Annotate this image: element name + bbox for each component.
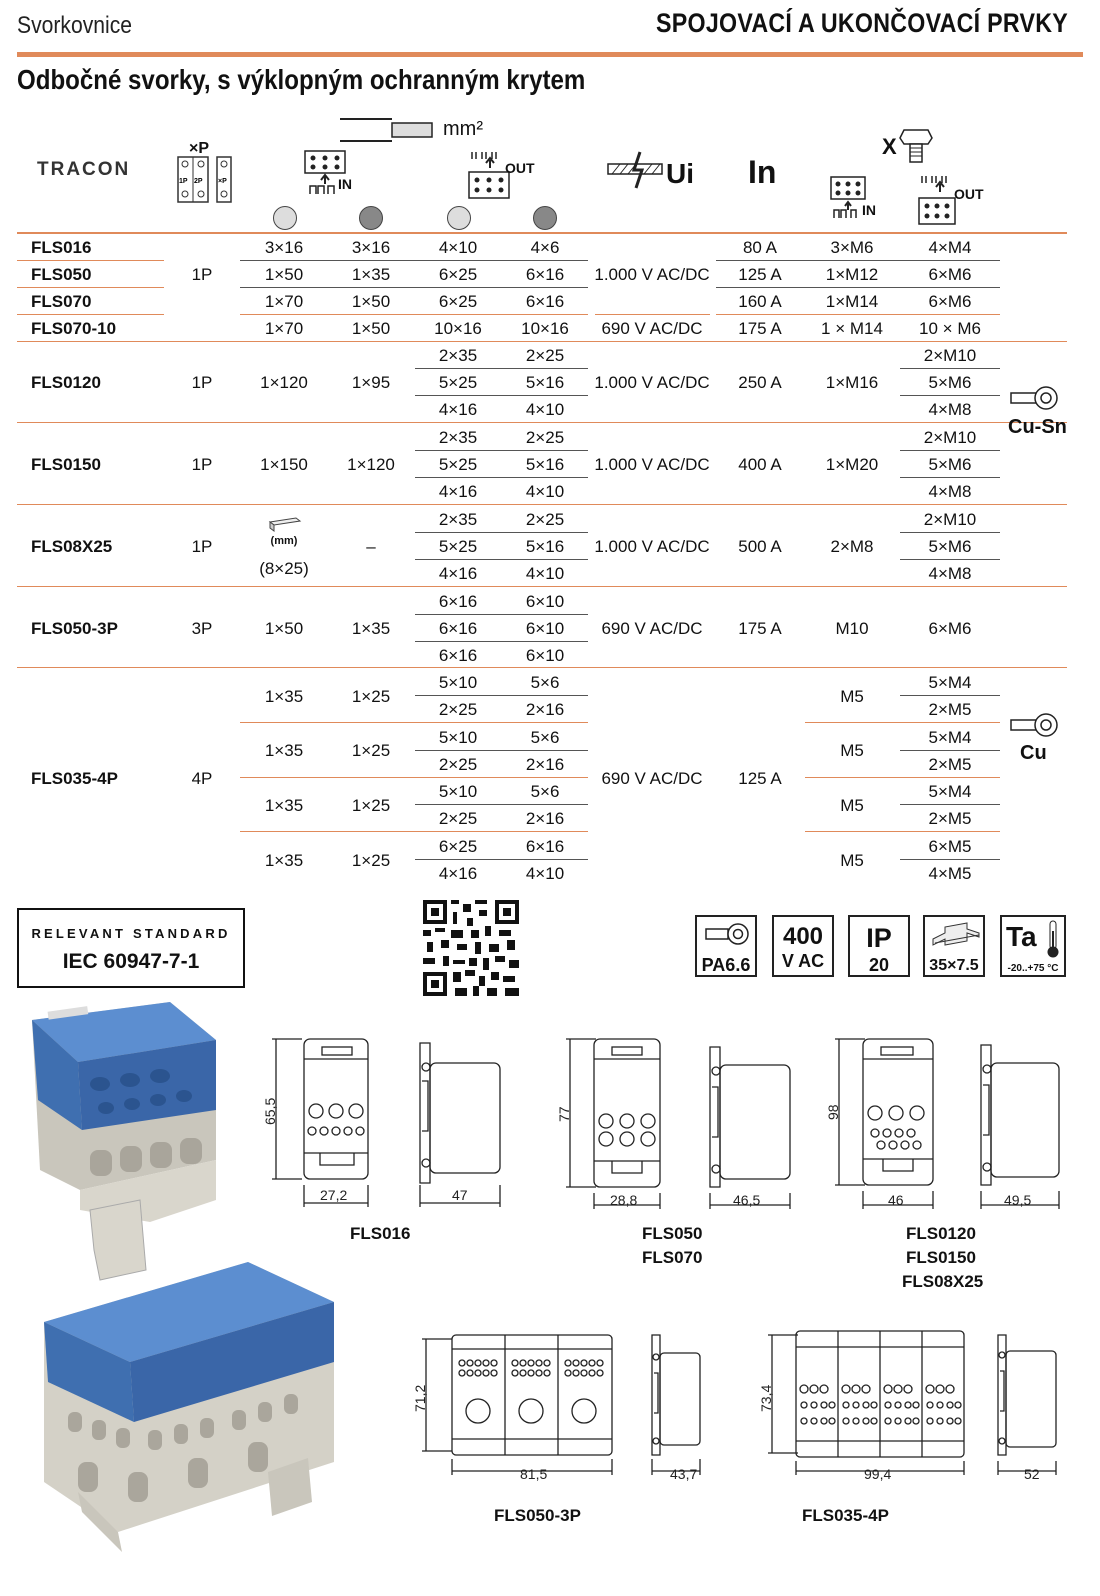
- ip-value: 20: [868, 955, 890, 975]
- inner-rule: [415, 614, 588, 615]
- cell: 250 A: [738, 373, 782, 392]
- dim-width: 81,5: [520, 1466, 548, 1482]
- inner-rule: [17, 260, 164, 261]
- dim-depth: 52: [1024, 1466, 1040, 1482]
- cell: 1×25: [351, 796, 391, 815]
- inner-rule: [900, 859, 1000, 860]
- cell: 5×6: [530, 673, 560, 692]
- cell: 5×25: [438, 537, 478, 556]
- cell: 500 A: [738, 537, 782, 556]
- row-separator: [17, 586, 1067, 587]
- cell: 6×16: [438, 592, 478, 611]
- cell: 1×120: [260, 373, 308, 392]
- cell: 5×M4: [928, 782, 972, 801]
- inner-rule: [805, 722, 1000, 723]
- inner-rule: [595, 314, 710, 315]
- pole-2p-label: 2P: [194, 178, 203, 185]
- cell: 2×16: [525, 755, 565, 774]
- ip-badge: [848, 915, 910, 977]
- cell: 3×16: [351, 238, 391, 257]
- inner-rule: [415, 450, 588, 451]
- wire-unit-label: mm²: [443, 118, 483, 140]
- cell: 6×25: [438, 265, 478, 284]
- cell: 2×M5: [928, 809, 972, 828]
- screw-in-label: IN: [862, 202, 876, 218]
- cell: 4×16: [438, 864, 478, 883]
- inner-rule: [716, 314, 1000, 315]
- screw-icon: [900, 128, 936, 164]
- cell: 2×25: [438, 755, 478, 774]
- cell: 10×16: [521, 319, 569, 338]
- cell: 1.000 V AC/DC: [594, 373, 710, 392]
- ui-label: Ui: [666, 158, 694, 189]
- cell: 6×16: [438, 619, 478, 638]
- cell: 2×16: [525, 809, 565, 828]
- standard-label: RELEVANT STANDARD: [31, 926, 231, 941]
- model-fls016: FLS016: [31, 238, 92, 257]
- cell: 2×25: [438, 700, 478, 719]
- inner-rule: [240, 831, 588, 832]
- cell: 5×25: [438, 373, 478, 392]
- cell: 6×10: [525, 619, 565, 638]
- cell: 1×25: [351, 741, 391, 760]
- cell: 1×M12: [825, 265, 879, 284]
- cell: 1×50: [351, 292, 391, 311]
- in-label: IN: [338, 176, 352, 192]
- dim-height: 73,4: [758, 1384, 774, 1412]
- caption-fls050: FLS050: [642, 1224, 703, 1243]
- dim-depth: 43,7: [670, 1466, 698, 1482]
- cell: 4×6: [530, 238, 560, 257]
- inner-rule: [415, 804, 588, 805]
- standard-box: [17, 908, 245, 988]
- cell: 6×M6: [928, 265, 972, 284]
- drawing-fls0120: [825, 1035, 1075, 1217]
- cell: M5: [840, 796, 864, 815]
- cell: 10×16: [434, 319, 482, 338]
- cell: 1×95: [351, 373, 391, 392]
- cell: 175 A: [738, 619, 782, 638]
- cusn-label: Cu-Sn: [1008, 416, 1067, 438]
- cell: 6×10: [525, 592, 565, 611]
- cell: 175 A: [738, 319, 782, 338]
- cell: 5×25: [438, 455, 478, 474]
- pole-xp-label: ×P: [218, 178, 227, 185]
- drawing-fls016: [262, 1035, 512, 1217]
- model-fls035-4p: FLS035-4P: [31, 769, 118, 788]
- cell: 4×M5: [928, 864, 972, 883]
- cell: 1×70: [264, 292, 304, 311]
- cell: 1.000 V AC/DC: [594, 537, 710, 556]
- cell: 5×M4: [928, 673, 972, 692]
- inner-rule: [415, 477, 588, 478]
- poles-icon: [177, 156, 233, 204]
- din-rail-icon: [931, 923, 981, 951]
- lug-icon: [705, 923, 751, 945]
- page-title: Odbočné svorky, s výklopným ochranným krytem: [17, 64, 586, 95]
- cell: 6×10: [525, 646, 565, 665]
- busbar-icon: [268, 518, 302, 532]
- cell: 1×35: [264, 796, 304, 815]
- material-badge: [695, 915, 757, 977]
- row-separator: [17, 667, 1067, 668]
- dim-width: 99,4: [864, 1466, 892, 1482]
- rail-label: 35×7.5: [929, 957, 979, 974]
- cell: M10: [835, 619, 869, 638]
- material-label: PA6.6: [701, 955, 751, 975]
- drawing-fls035-4p: [758, 1325, 1078, 1485]
- cell: 4×M4: [928, 238, 972, 257]
- cell: 5×10: [438, 782, 478, 801]
- screw-in-terminal-icon: [826, 174, 886, 220]
- cell: 1×M14: [825, 292, 879, 311]
- cell: 4×10: [525, 400, 565, 419]
- model-fls050: FLS050: [31, 265, 92, 284]
- screw-x-label: X: [882, 134, 897, 159]
- cell: 1×150: [260, 455, 308, 474]
- cell: 1.000 V AC/DC: [594, 265, 710, 284]
- cell: 5×10: [438, 728, 478, 747]
- caption-fls0120: FLS0120: [906, 1224, 976, 1243]
- cell: 2×M10: [923, 510, 977, 529]
- voltage-badge: [772, 915, 834, 977]
- cell: 6×25: [438, 292, 478, 311]
- temperature-range: -20..+75 °C: [1007, 963, 1059, 974]
- cell: 4×10: [438, 238, 478, 257]
- inner-rule: [415, 695, 588, 696]
- cell: 4P: [191, 769, 213, 788]
- voltage-unit: V AC: [781, 951, 825, 971]
- cell: 4×10: [525, 564, 565, 583]
- inner-rule: [415, 532, 588, 533]
- cell: 2×M5: [928, 755, 972, 774]
- screw-out-label: OUT: [954, 186, 984, 202]
- cell: 125 A: [738, 265, 782, 284]
- dim-height: 71,2: [412, 1384, 428, 1412]
- cell: 690 V AC/DC: [601, 619, 703, 638]
- model-fls070: FLS070: [31, 292, 92, 311]
- row-separator: [17, 341, 1067, 342]
- cell: 1×35: [264, 851, 304, 870]
- cell: 1×M20: [825, 455, 879, 474]
- cell: 2×M10: [923, 346, 977, 365]
- cell: 1×50: [264, 619, 304, 638]
- inner-rule: [900, 477, 1000, 478]
- wire-stranded-icon: [359, 206, 383, 230]
- drawing-fls050-3p: [412, 1325, 712, 1485]
- header-rule: [17, 52, 1083, 57]
- cell: 5×M4: [928, 728, 972, 747]
- cell: 1P: [191, 455, 213, 474]
- dim-height: 65,5: [262, 1097, 278, 1125]
- cell: 6×16: [525, 837, 565, 856]
- inner-rule: [900, 368, 1000, 369]
- busbar-unit: (mm): [270, 535, 298, 547]
- cell: 1×70: [264, 319, 304, 338]
- cell: 5×M6: [928, 455, 972, 474]
- cell: 6×16: [525, 265, 565, 284]
- cell: 1×120: [347, 455, 395, 474]
- model-fls0120: FLS0120: [31, 373, 101, 392]
- wire-solid-icon: [273, 206, 297, 230]
- row-separator: [17, 504, 1067, 505]
- cable-icon: [340, 117, 440, 145]
- cell: 4×16: [438, 564, 478, 583]
- cell: 2×35: [438, 346, 478, 365]
- caption-fls070: FLS070: [642, 1248, 703, 1267]
- cell: 4×10: [525, 482, 565, 501]
- cell: 2×25: [525, 510, 565, 529]
- cell: 6×16: [525, 292, 565, 311]
- cell: 160 A: [738, 292, 782, 311]
- copper-lug-icon: [1010, 713, 1062, 737]
- inner-rule: [415, 368, 588, 369]
- cell: 690 V AC/DC: [601, 769, 703, 788]
- dim-height: 77: [556, 1106, 572, 1122]
- inner-rule: [415, 859, 588, 860]
- model-fls08x25: FLS08X25: [31, 537, 113, 556]
- cell: 5×16: [525, 455, 565, 474]
- section-label: Svorkovnice: [17, 12, 133, 39]
- tinned-lug-icon: [1010, 386, 1062, 410]
- inner-rule: [900, 750, 1000, 751]
- pole-1p-label: 1P: [179, 178, 188, 185]
- out-label: OUT: [505, 160, 535, 176]
- cell: 125 A: [738, 769, 782, 788]
- cell: 4×M8: [928, 482, 972, 501]
- wire-stranded-icon: [533, 206, 557, 230]
- caption-fls050-3p: FLS050-3P: [494, 1506, 581, 1525]
- cell: 4×16: [438, 400, 478, 419]
- standard-value: IEC 60947-7-1: [62, 950, 200, 973]
- cell: 2×25: [525, 428, 565, 447]
- cell: 4×M8: [928, 564, 972, 583]
- cell: 6×25: [438, 837, 478, 856]
- cell: 1×35: [264, 741, 304, 760]
- cell: 80 A: [742, 238, 778, 257]
- dim-depth: 46,5: [733, 1192, 761, 1208]
- cell: 2×35: [438, 428, 478, 447]
- cell: 2×M5: [928, 700, 972, 719]
- table-top-rule: [17, 232, 1067, 234]
- cell: 1 × M14: [821, 319, 883, 338]
- cell: 1×35: [264, 687, 304, 706]
- cell: 5×6: [530, 728, 560, 747]
- cell: 2×25: [438, 809, 478, 828]
- inner-rule: [900, 395, 1000, 396]
- cell: 690 V AC/DC: [601, 319, 703, 338]
- dim-width: 28,8: [610, 1192, 638, 1208]
- ip-label: IP: [866, 923, 892, 953]
- cell: 1×35: [351, 265, 391, 284]
- cell: 3×16: [264, 238, 304, 257]
- cell: 1×50: [264, 265, 304, 284]
- inner-rule: [415, 641, 588, 642]
- cell: 1×25: [351, 851, 391, 870]
- page-category: SPOJOVACÍ A UKONČOVACÍ PRVKY: [656, 8, 1068, 38]
- cell: 3P: [191, 619, 213, 638]
- cell: 3×M6: [830, 238, 874, 257]
- product-photo-four-pole: [38, 1262, 338, 1552]
- inner-rule: [900, 532, 1000, 533]
- inner-rule: [716, 260, 1000, 261]
- inner-rule: [240, 287, 588, 288]
- cell: 5×6: [530, 782, 560, 801]
- cell: 6×M5: [928, 837, 972, 856]
- poles-label: ×P: [189, 140, 210, 157]
- caption-fls016: FLS016: [350, 1224, 411, 1243]
- dim-depth: 47: [452, 1187, 468, 1203]
- dim-height: 98: [825, 1104, 841, 1120]
- cell: 2×16: [525, 700, 565, 719]
- temperature-label: Ta: [1006, 921, 1037, 952]
- cell: M5: [840, 687, 864, 706]
- cell: 6×M6: [928, 619, 972, 638]
- cell: 1×M16: [825, 373, 879, 392]
- cell: 1×25: [351, 687, 391, 706]
- wire-solid-icon: [447, 206, 471, 230]
- model-fls050-3p: FLS050-3P: [31, 619, 118, 638]
- insulation-voltage-icon: [606, 150, 670, 190]
- inner-rule: [240, 722, 588, 723]
- drawing-fls050: [556, 1035, 806, 1217]
- cell: 5×16: [525, 373, 565, 392]
- brand-logo: TRACON: [37, 159, 131, 180]
- inner-rule: [900, 804, 1000, 805]
- inner-rule: [240, 777, 588, 778]
- cell: 1.000 V AC/DC: [594, 455, 710, 474]
- cell: 4×10: [525, 864, 565, 883]
- din-rail-badge: [923, 915, 985, 977]
- inner-rule: [415, 559, 588, 560]
- rated-current-label: In: [748, 154, 777, 190]
- thermometer-icon: [1046, 921, 1060, 959]
- model-fls070-10: FLS070-10: [31, 319, 117, 338]
- model-fls0150: FLS0150: [31, 455, 101, 474]
- row-separator: [17, 422, 1067, 423]
- temperature-badge: [1000, 915, 1066, 977]
- inner-rule: [17, 287, 164, 288]
- cell: 1P: [191, 265, 213, 284]
- cell: 2×35: [438, 510, 478, 529]
- cell: 1P: [191, 373, 213, 392]
- caption-fls08x25: FLS08X25: [902, 1272, 984, 1291]
- inner-rule: [805, 777, 1000, 778]
- cell: 6×16: [438, 646, 478, 665]
- voltage-value: 400: [782, 923, 824, 950]
- cell: 6×M6: [928, 292, 972, 311]
- product-photo-single-pole: [20, 1000, 220, 1280]
- cell: (8×25): [259, 559, 309, 578]
- cell: 5×10: [438, 673, 478, 692]
- qr-code[interactable]: [423, 900, 519, 996]
- inner-rule: [415, 750, 588, 751]
- inner-rule: [805, 831, 1000, 832]
- cell: 1×35: [351, 619, 391, 638]
- cell: 1P: [191, 537, 213, 556]
- cell: 400 A: [738, 455, 782, 474]
- cell: 5×M6: [928, 537, 972, 556]
- cell: 1×50: [351, 319, 391, 338]
- cell: M5: [840, 741, 864, 760]
- inner-rule: [415, 395, 588, 396]
- inner-rule: [900, 450, 1000, 451]
- inner-rule: [17, 314, 164, 315]
- cell: M5: [840, 851, 864, 870]
- cell: –: [366, 537, 376, 556]
- inner-rule: [240, 314, 588, 315]
- cell: 2×M8: [830, 537, 874, 556]
- caption-fls035-4p: FLS035-4P: [802, 1506, 889, 1525]
- cell: 4×16: [438, 482, 478, 501]
- cu-label: Cu: [1020, 742, 1047, 764]
- cell: 5×M6: [928, 373, 972, 392]
- dim-depth: 49,5: [1004, 1192, 1032, 1208]
- cell: 2×25: [525, 346, 565, 365]
- inner-rule: [900, 559, 1000, 560]
- dim-width: 27,2: [320, 1187, 348, 1203]
- cell: 10 × M6: [919, 319, 981, 338]
- inner-rule: [900, 695, 1000, 696]
- inner-rule: [240, 260, 588, 261]
- dim-width: 46: [888, 1192, 904, 1208]
- caption-fls0150: FLS0150: [906, 1248, 976, 1267]
- cell: 5×16: [525, 537, 565, 556]
- cell: 2×M10: [923, 428, 977, 447]
- cell: 4×M8: [928, 400, 972, 419]
- inner-rule: [716, 287, 1000, 288]
